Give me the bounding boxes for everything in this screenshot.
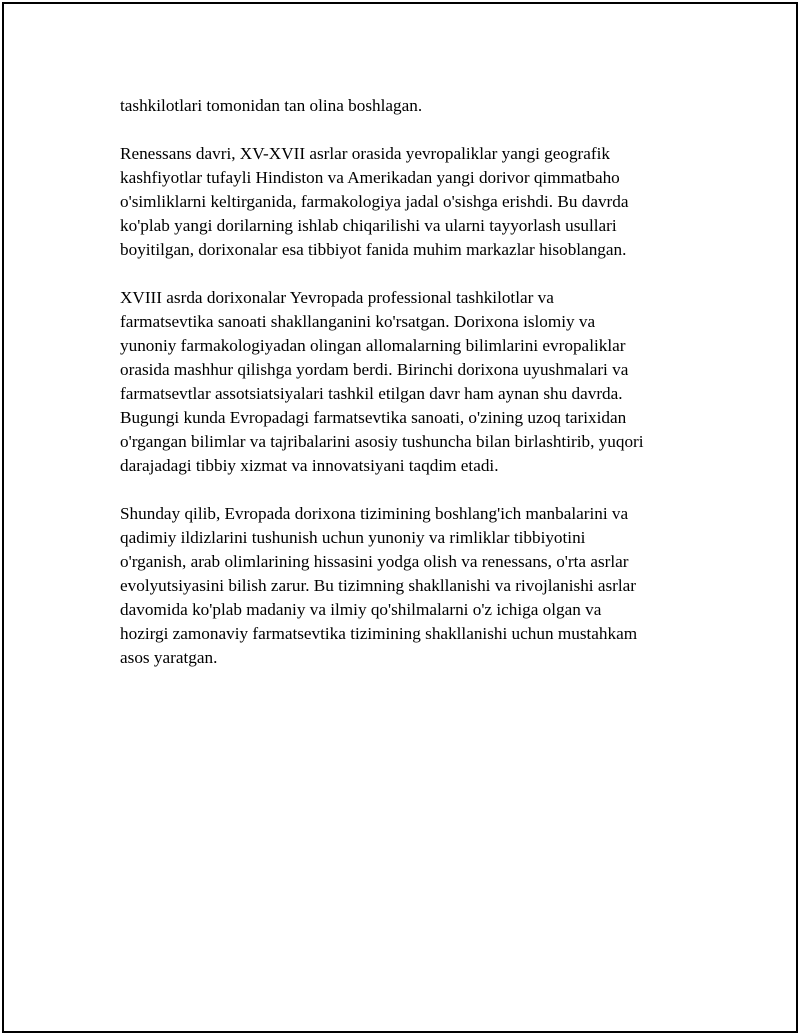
text-line: XVIII asrda dorixonalar Yevropada professional tashkilotlar va (120, 288, 554, 307)
text-line: Renessans davri, XV-XVII asrlar orasida yevropaliklar yangi geografik (120, 144, 611, 163)
text-line: darajadagi tibbiy xizmat va innovatsiyani taqdim etadi. (120, 456, 499, 475)
text-line: orasida mashhur qilishga yordam berdi. Birinchi dorixona uyushmalari va (120, 360, 629, 379)
text-line: qadimiy ildizlarini tushunish uchun yunoniy va rimliklar tibbiyotini (120, 528, 586, 547)
text-line: kashfiyotlar tufayli Hindiston va Amerikadan yangi dorivor qimmatbaho (120, 168, 620, 187)
text-line: hozirgi zamonaviy farmatsevtika tizimining shakllanishi uchun mustahkam (120, 624, 638, 643)
text-line: evolyutsiyasini bilish zarur. Bu tizimning shakllanishi va rivojlanishi asrlar (120, 576, 637, 595)
text-line: o'rganish, arab olimlarining hissasini yodga olish va renessans, o'rta asrlar (120, 552, 629, 571)
text-line: o'rgangan bilimlar va tajribalarini asosiy tushuncha bilan birlashtirib, yuqori (120, 432, 644, 451)
text-line: asos yaratgan. (120, 648, 218, 667)
paragraph (120, 142, 700, 262)
text-line: farmatsevtika sanoati shakllanganini ko'rsatgan. Dorixona islomiy va (120, 312, 596, 331)
text-line: boyitilgan, dorixonalar esa tibbiyot fanida muhim markazlar hisoblangan. (120, 240, 627, 259)
text-line: Bugungi kunda Evropadagi farmatsevtika sanoati, o'zining uzoq tarixidan (120, 408, 627, 427)
text-line: ko'plab yangi dorilarning ishlab chiqarilishi va ularni tayyorlash usullari (120, 216, 617, 235)
text-line: farmatsevtlar assotsiatsiyalari tashkil etilgan davr ham aynan shu davrda. (120, 384, 623, 403)
paragraph (120, 94, 700, 118)
document-page (2, 2, 798, 1033)
text-line: davomida ko'plab madaniy va ilmiy qo'shilmalarni o'z ichiga olgan va (120, 600, 602, 619)
text-line: o'simliklarni keltirganida, farmakologiya jadal o'sishga erishdi. Bu davrda (120, 192, 629, 211)
text-line: Shunday qilib, Evropada dorixona tizimining boshlang'ich manbalarini va (120, 504, 629, 523)
paragraph (120, 502, 700, 670)
text-line: yunoniy farmakologiyadan olingan allomalarning bilimlarini evropaliklar (120, 336, 626, 355)
document-body (120, 94, 700, 694)
paragraph (120, 286, 700, 478)
text-line: tashkilotlari tomonidan tan olina boshlagan. (120, 96, 423, 115)
